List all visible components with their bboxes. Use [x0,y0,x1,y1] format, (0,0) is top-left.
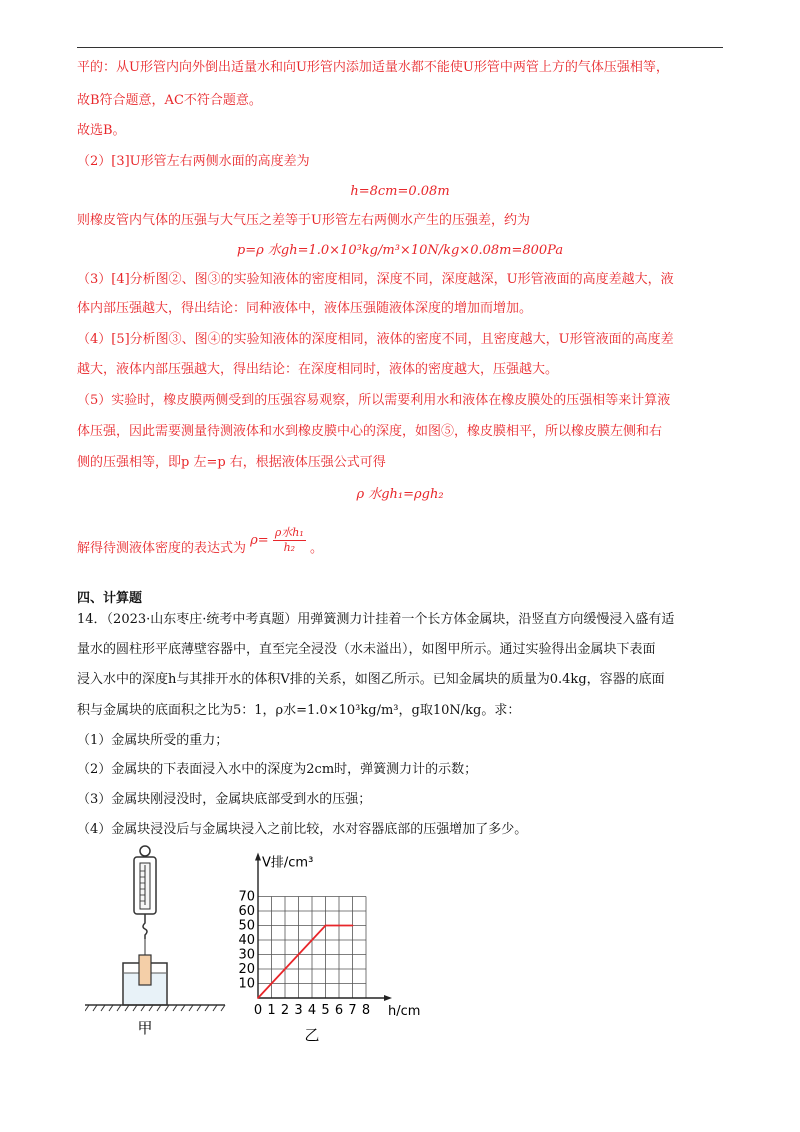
answer-line-1: 平的：从U形管内向外倒出适量水和向U形管内添加适量水都不能使U形管中两管上方的气体压强相等， [77,60,669,75]
answer-line-7: 体内部压强越大，得出结论：同种液体中，液体压强随液体深度的增加而增加。 [77,301,533,316]
y-tick-label: 10 [238,976,255,992]
data-point [325,925,327,927]
x-tick-label: 3 [294,1003,303,1018]
question-intro-4: 积与金属块的底面积之比为5：1，ρ水=1.0×10³kg/m³，g取10N/kg。求： [77,703,521,718]
question-intro-3: 浸入水中的深度h与其排开水的体积V排的关系，如图乙所示。已知金属块的质量为0.4kg，容器的底面 [77,672,665,687]
question-1: （1）金属块所受的重力； [77,733,229,748]
density-symbol: ρ= [250,533,269,548]
x-tick-label: 6 [334,1003,344,1018]
answer-line-13-text: 解得待测液体密度的表达式为 [77,541,247,556]
equation-h: h=8cm=0.08m [350,184,450,199]
x-axis-arrow-icon [384,995,392,1001]
x-tick-label: 7 [348,1003,357,1018]
x-tick-label: 8 [361,1003,371,1018]
density-fraction [273,526,306,555]
answer-line-10: （5）实验时，橡皮膜两侧受到的压强容易观察，所以需要利用水和液体在橡皮膜处的压强相等来计算液 [77,393,671,408]
answer-line-13-end: 。 [309,541,323,556]
y-axis-arrow-icon [255,853,261,861]
equation-balance: ρ 水gh₁=ρgh₂ [356,487,444,502]
y-tick-label: 30 [238,947,255,963]
data-point [257,997,259,999]
figure-caption-yi: 乙 [304,1026,320,1044]
y-tick-label: 20 [238,962,255,977]
question-intro-2: 量水的圆柱形平底薄壁容器中，直至完全浸没（水未溢出），如图甲所示。通过实验得出金属块下表面 [77,642,656,657]
question-intro-1: 14．（2023·山东枣庄·统考中考真题）用弹簧测力计挂着一个长方体金属块，沿竖直方向缓慢浸入盛有适 [77,612,675,627]
figure-caption-jia: 甲 [137,1019,153,1037]
answer-line-12: 侧的压强相等，即p 左=p 右，根据液体压强公式可得 [77,455,386,470]
answer-line-4: （2）[3]U形管左右两侧水面的高度差为 [77,154,310,169]
x-axis-label: h/cm [388,1004,421,1019]
spring-scale-figure [85,843,235,1043]
y-axis-label: V排/cm³ [262,855,314,871]
question-3: （3）金属块刚浸没时，金属块底部受到水的压强； [77,792,372,807]
y-tick-label: 70 [238,889,255,905]
answer-line-2: 故B符合题意，AC不符合题意。 [77,93,262,108]
data-series-line [258,926,353,999]
question-4: （4）金属块浸没后与金属块浸入之前比较，水对容器底部的压强增加了多少。 [77,822,528,837]
x-tick-label: 1 [267,1003,276,1018]
data-point [352,925,354,927]
answer-line-9: 越大，液体内部压强越大，得出结论：在深度相同时，液体的密度越大，压强越大。 [77,362,559,377]
y-tick-label: 40 [238,933,255,948]
ground-icon [85,1005,225,1011]
fraction-denominator: h₂ [283,541,296,554]
y-tick-label: 60 [238,904,255,919]
x-tick-label: 2 [280,1003,290,1018]
answer-line-8: （4）[5]分析图③、图④的实验知液体的深度相同，液体的密度不同，且密度越大，U形管液面的高度差 [77,332,674,347]
answer-line-3: 故选B。 [77,123,126,138]
x-tick-label: 0 [253,1003,263,1018]
equation-p: p=ρ 水gh=1.0×10³kg/m³×10N/kg×0.08m=800Pa [236,243,564,258]
question-2: （2）金属块的下表面浸入水中的深度为2cm时，弹簧测力计的示数； [77,762,478,777]
volume-depth-chart [230,838,460,1048]
section-title: 四、计算题 [77,591,143,606]
answer-line-11: 体压强，因此需要测量待测液体和水到橡皮膜中心的深度，如图⑤，橡皮膜相平，所以橡皮膜左侧和右 [77,424,663,439]
answer-line-6: （3）[4]分析图②、图③的实验知液体的密度相同，深度不同，深度越深，U形管液面的高度差越大，液 [77,272,674,287]
header-rule [77,47,723,48]
x-tick-label: 5 [321,1003,330,1018]
fraction-numerator: ρ水h₁ [274,526,304,539]
x-tick-label: 4 [307,1003,317,1018]
spring-scale-icon [134,846,156,939]
answer-line-5: 则橡皮管内气体的压强与大气压之差等于U形管左右两侧水产生的压强差，约为 [77,213,530,228]
y-tick-label: 50 [238,918,255,934]
water-container-icon [123,939,167,1005]
chart-grid [258,897,366,999]
answer-line-13 [77,526,323,563]
